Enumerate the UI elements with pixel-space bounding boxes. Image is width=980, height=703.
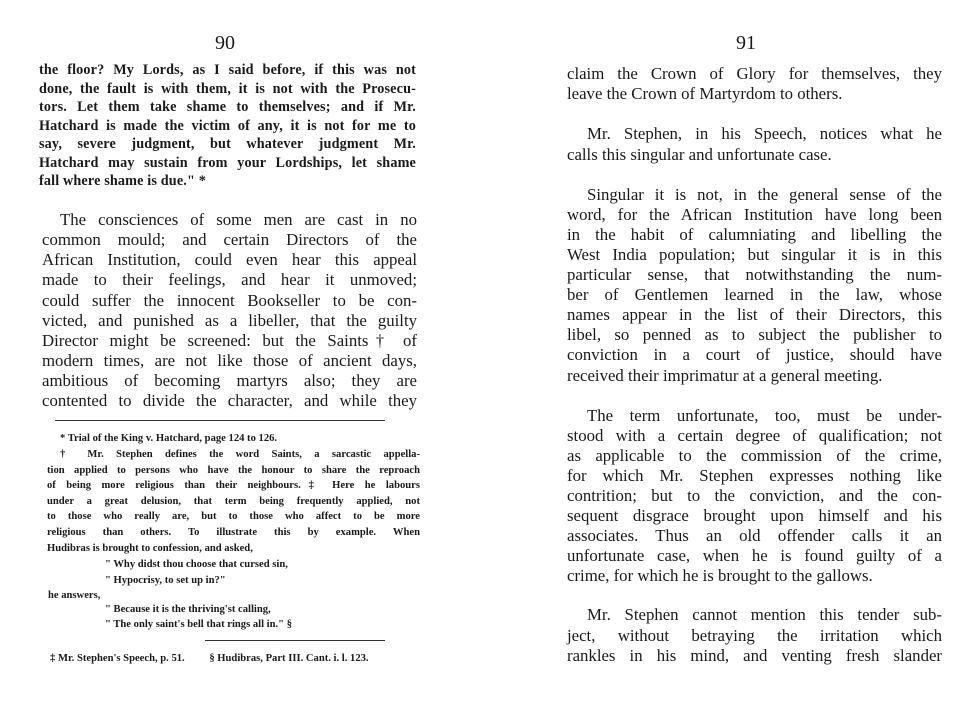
body-line: ambitious of becoming martyrs also; they are: [42, 371, 417, 390]
footnote-line: † Mr. Stephen defines the word Saints, a sarcastic appella-: [60, 449, 420, 460]
footnote-line: he answers,: [48, 590, 101, 601]
left-page-number: 90: [215, 32, 235, 54]
footnote-hudibras-ref: § Hudibras, Part III. Cant. i. l. 123.: [209, 653, 369, 664]
quote-line: tors. Let them take shame to themselves; and if Mr.: [39, 99, 416, 115]
body-line: The consciences of some men are cast in no: [60, 210, 417, 229]
footnote-bottom: [50, 653, 369, 664]
body-line: calls this singular and unfortunate case.: [567, 145, 832, 164]
body-line: The term unfortunate, too, must be under-: [587, 406, 942, 425]
body-line: leave the Crown of Martyrdom to others.: [567, 84, 843, 103]
quote-line: done, the fault is with them, it is not with the Prosecu-: [39, 81, 416, 97]
body-line: could suffer the innocent Bookseller to be con-: [42, 291, 417, 310]
quote-line: the floor? My Lords, as I said before, if this was not: [39, 62, 416, 78]
footnote-verse: " Why didst thou choose that cursed sin,: [105, 559, 288, 570]
footnote-line: of being more religious than their neighbours.‡ Here he labours: [47, 480, 420, 491]
body-line: word, for the African Institution have long been: [567, 205, 942, 224]
quote-line: say, severe judgment, but whatever judgment Mr.: [39, 136, 416, 152]
body-line: contented to divide the character, and while they: [42, 391, 417, 410]
footnote-divider: [55, 420, 385, 421]
body-line: names appear in the list of their Directors, this: [567, 305, 942, 324]
footnote-line: religious than others. To illustrate this by example. When: [47, 527, 420, 538]
body-line: associates. Thus an old offender calls it an: [567, 526, 942, 545]
body-line: made to their feelings, and hear it unmoved;: [42, 270, 417, 289]
body-line: received their imprimatur at a general meeting.: [567, 366, 883, 385]
body-line: crime, for which he is brought to the gallows.: [567, 566, 873, 585]
body-line: Singular it is not, in the general sense of the: [587, 185, 942, 204]
footnote-line: to those who really are, but to those who affect to be more: [47, 511, 420, 522]
body-line: common mould; and certain Directors of the: [42, 230, 417, 249]
right-page: [490, 0, 980, 703]
footnote-speech-ref: ‡ Mr. Stephen's Speech, p. 51.: [50, 653, 185, 664]
body-line: libel, so penned as to subject the publisher to: [567, 325, 942, 344]
footnote-line: tion applied to persons who have the honour to share the reproach: [47, 465, 420, 476]
body-line: ject, without betraying the irritation which: [567, 626, 942, 645]
footnote-line: * Trial of the King v. Hatchard, page 124 to 126.: [60, 433, 278, 444]
body-line: particular sense, that notwithstanding the num-: [567, 265, 942, 284]
body-line: modern times, are not like those of ancient days,: [42, 351, 417, 370]
footnote-divider-2: [205, 640, 385, 641]
body-line: Mr. Stephen, in his Speech, notices what he: [587, 124, 942, 143]
body-line: stood with a certain degree of qualification; not: [567, 426, 942, 445]
body-line: in the habit of calumniating and libelling the: [567, 225, 942, 244]
body-line: claim the Crown of Glory for themselves, they: [567, 64, 942, 83]
quote-line: Hatchard may sustain from your Lordships, let shame: [39, 155, 416, 171]
body-line: West India population; but singular it is in this: [567, 245, 942, 264]
body-line: conviction in a court of justice, should have: [567, 345, 942, 364]
body-line: Director might be screened: but the Saints† of: [42, 331, 417, 350]
right-page-number: 91: [736, 32, 756, 54]
body-line: victed, and punished as a libeller, that the guilty: [42, 311, 417, 330]
body-line: Mr. Stephen cannot mention this tender sub-: [587, 605, 942, 624]
body-line: rankles in his mind, and venting fresh slander: [567, 646, 942, 665]
body-line: ber of Gentlemen learned in the law, whose: [567, 285, 942, 304]
body-line: African Institution, could even hear this appeal: [42, 250, 417, 269]
quote-line: Hatchard is made the victim of any, it is not for me to: [39, 118, 416, 134]
footnote-verse: " Hypocrisy, to set up in?": [105, 575, 226, 586]
body-line: unfortunate case, when he is found guilty of a: [567, 546, 942, 565]
body-line: as applicable to the commission of the crime,: [567, 446, 942, 465]
footnote-verse: " Because it is the thriving'st calling,: [105, 604, 271, 615]
footnote-line: under a great delusion, that term being frequently applied, not: [47, 496, 420, 507]
left-page: [0, 0, 470, 703]
quote-line: fall where shame is due." *: [39, 173, 206, 189]
body-line: for which Mr. Stephen expresses nothing like: [567, 466, 942, 485]
body-line: sequent disgrace brought upon himself and his: [567, 506, 942, 525]
body-line: contrition; but to the conviction, and the con-: [567, 486, 942, 505]
footnote-line: Hudibras is brought to confession, and asked,: [47, 543, 253, 554]
footnote-verse: " The only saint's bell that rings all in." §: [105, 619, 292, 630]
